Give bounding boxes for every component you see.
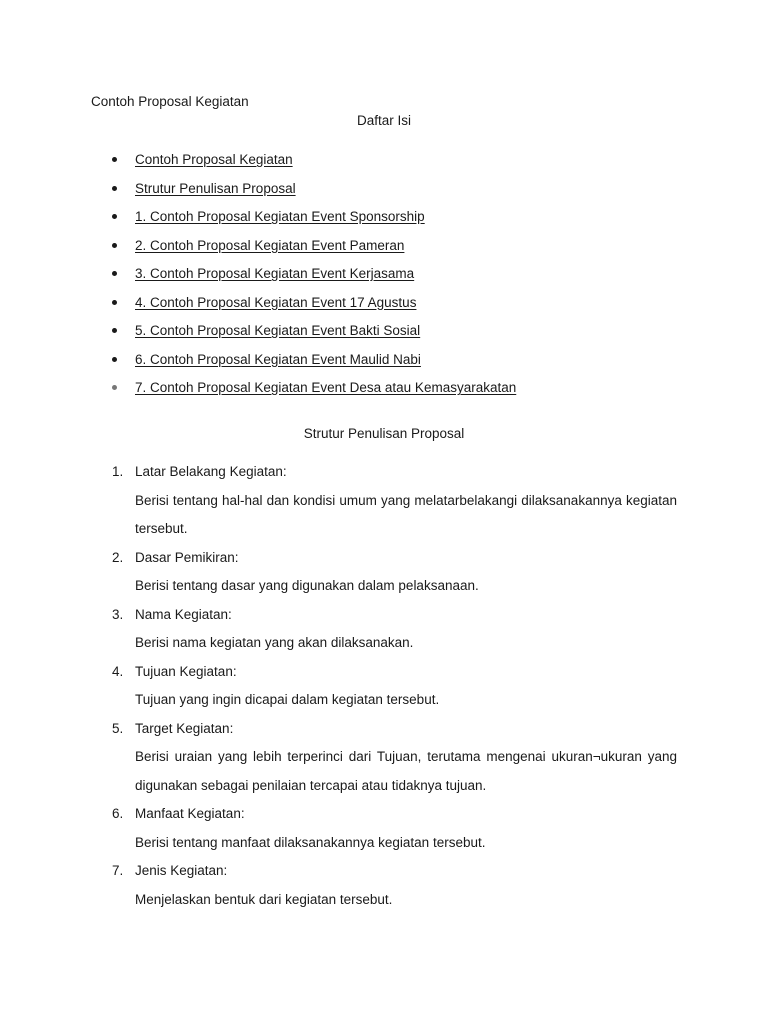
bullet-icon (112, 385, 117, 390)
toc-link-desa-kemasyarakatan[interactable]: 7. Contoh Proposal Kegiatan Event Desa atau Kemasyarakatan (135, 380, 517, 395)
toc-item (135, 265, 516, 294)
bullet-icon (112, 214, 117, 219)
item-label: Nama Kegiatan: (135, 606, 232, 622)
structure-item (112, 720, 677, 801)
item-description: Berisi tentang dasar yang digunakan dalam pelaksanaan. (135, 578, 479, 593)
bullet-icon (112, 186, 117, 191)
bullet-icon (112, 243, 117, 248)
structure-item (112, 663, 677, 715)
table-of-contents (135, 151, 516, 408)
document-title: Contoh Proposal Kegiatan (91, 94, 249, 109)
bullet-icon (112, 300, 117, 305)
structure-item (112, 463, 677, 544)
toc-item (135, 208, 516, 237)
item-description: Berisi tentang hal-hal dan kondisi umum yang melatarbelakangi dilaksanakannya kegiatan tersebut. (135, 492, 677, 536)
structure-item (112, 862, 677, 914)
toc-heading: Daftar Isi (356, 113, 411, 128)
section-heading: Strutur Penulisan Proposal (303, 426, 465, 441)
item-number: 3. (112, 606, 124, 622)
item-description: Berisi uraian yang lebih terperinci dari Tujuan, terutama mengenai ukuran¬ukuran yang digunakan sebagai penilaian tercapai atau tidaknya tujuan. (135, 749, 677, 793)
structure-item (112, 805, 677, 857)
toc-item (135, 322, 516, 351)
toc-item (135, 151, 516, 180)
toc-item (135, 294, 516, 323)
item-label: Dasar Pemikiran: (135, 549, 239, 565)
item-label: Manfaat Kegiatan: (135, 806, 245, 821)
item-label: Target Kegiatan: (135, 720, 234, 736)
item-label: Jenis Kegiatan: (135, 863, 228, 878)
structure-item (112, 549, 677, 601)
toc-link-kerjasama[interactable]: 3. Contoh Proposal Kegiatan Event Kerjasama (135, 266, 415, 281)
item-number: 5. (112, 720, 124, 736)
toc-link-17-agustus[interactable]: 4. Contoh Proposal Kegiatan Event 17 Agustus (135, 294, 417, 310)
toc-item (135, 237, 516, 266)
item-description: Berisi tentang manfaat dilaksanakannya kegiatan tersebut. (135, 834, 486, 850)
item-number: 2. (112, 549, 124, 565)
item-number: 6. (112, 806, 124, 821)
toc-link-bakti-sosial[interactable]: 5. Contoh Proposal Kegiatan Event Bakti Sosial (135, 323, 421, 338)
structure-list (112, 463, 677, 919)
structure-item (112, 606, 677, 658)
item-description: Berisi nama kegiatan yang akan dilaksanakan. (135, 635, 414, 650)
item-number: 7. (112, 863, 124, 878)
bullet-icon (112, 271, 117, 276)
item-label: Tujuan Kegiatan: (135, 663, 237, 679)
toc-link-contoh-proposal[interactable]: Contoh Proposal Kegiatan (135, 152, 293, 167)
toc-link-maulid-nabi[interactable]: 6. Contoh Proposal Kegiatan Event Maulid Nabi (135, 351, 421, 367)
toc-item (135, 351, 516, 380)
item-number: 1. (112, 464, 124, 479)
item-description: Tujuan yang ingin dicapai dalam kegiatan tersebut. (135, 692, 440, 707)
toc-item (135, 180, 516, 209)
item-label: Latar Belakang Kegiatan: (135, 464, 287, 479)
toc-link-pameran[interactable]: 2. Contoh Proposal Kegiatan Event Pameran (135, 237, 405, 253)
toc-link-sponsorship[interactable]: 1. Contoh Proposal Kegiatan Event Sponsorship (135, 209, 425, 224)
item-number: 4. (112, 663, 124, 679)
bullet-icon (112, 357, 117, 362)
toc-item (135, 379, 516, 408)
bullet-icon (112, 328, 117, 333)
item-description: Menjelaskan bentuk dari kegiatan tersebut. (135, 891, 393, 907)
toc-link-strutur-penulisan[interactable]: Strutur Penulisan Proposal (135, 180, 296, 196)
bullet-icon (112, 157, 117, 162)
